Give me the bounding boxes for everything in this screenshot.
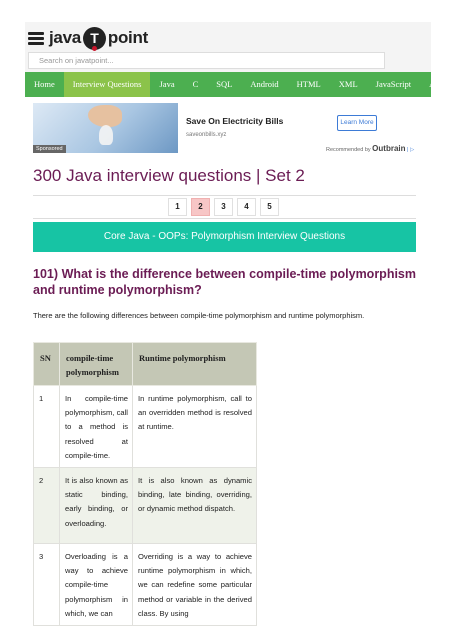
column-header-runtime: Runtime polymorphism xyxy=(133,343,257,386)
page-link-2[interactable]: 2 xyxy=(191,198,210,216)
table-cell-compile-time: In compile-time polymorphism, call to a method is resolved at compile-time. xyxy=(60,386,133,468)
page-title: 300 Java interview questions | Set 2 xyxy=(33,166,305,185)
table-cell-compile-time: Overloading is a way to achieve compile-time polymorphism in which, we can xyxy=(60,544,133,626)
learn-more-button[interactable]: Learn More xyxy=(337,115,377,131)
ad-domain: saveonbills.xyz xyxy=(186,132,227,138)
recommended-by[interactable] xyxy=(326,144,414,153)
table-row xyxy=(34,468,257,544)
nav-item-sql[interactable]: SQL xyxy=(216,79,233,89)
search-input[interactable]: Search on javatpoint... xyxy=(28,52,385,69)
logo-text-java: java xyxy=(49,28,81,47)
nav-item-c[interactable]: C xyxy=(192,79,199,89)
recommended-by-label: Recommended by xyxy=(326,147,371,153)
main-nav xyxy=(25,72,446,97)
ad-hand-shape xyxy=(88,105,122,127)
nav-item-android[interactable]: Android xyxy=(250,79,279,89)
table-row xyxy=(34,544,257,626)
intro-paragraph: There are the following differences between compile-time polymorphism and runtime polymorphism. xyxy=(33,311,365,320)
table-cell-sn: 2 xyxy=(34,468,60,544)
logo-t-icon: T xyxy=(83,27,106,50)
question-heading: 101) What is the difference between compile-time polymorphism and runtime polymorphism? xyxy=(33,267,416,297)
site-header xyxy=(25,22,431,72)
page-link-1[interactable]: 1 xyxy=(168,198,187,216)
column-header-compile-time: compile-time polymorphism xyxy=(60,343,133,386)
page-link-4[interactable]: 4 xyxy=(237,198,256,216)
page-link-3[interactable]: 3 xyxy=(214,198,233,216)
outbrain-logo: Outbrain xyxy=(372,144,406,153)
ad-bulb-shape xyxy=(99,125,113,145)
divider xyxy=(33,195,416,196)
sponsored-label: Sponsored xyxy=(33,145,66,153)
nav-item-home[interactable]: Home xyxy=(34,79,55,89)
table-cell-runtime: In runtime polymorphism, call to an overridden method is resolved at runtime. xyxy=(133,386,257,468)
divider xyxy=(33,218,416,219)
column-header-sn: SN xyxy=(34,343,60,386)
nav-item-javascript[interactable]: JavaScript xyxy=(375,79,412,89)
site-logo[interactable] xyxy=(49,24,148,52)
ad-title[interactable]: Save On Electricity Bills xyxy=(186,116,284,126)
nav-item-java[interactable]: Java xyxy=(159,79,175,89)
table-cell-runtime: Overriding is a way to achieve runtime polymorphism in which, we can redefine some particular method or variable in the derived class. By using xyxy=(133,544,257,626)
adchoices-icon: | ▷ xyxy=(407,147,415,153)
page-link-5[interactable]: 5 xyxy=(260,198,279,216)
comparison-table xyxy=(33,342,257,626)
table-row xyxy=(34,386,257,468)
table-cell-compile-time: It is also known as static binding, early binding, or overloading. xyxy=(60,468,133,544)
logo-text-point: point xyxy=(107,28,148,47)
table-cell-runtime: It is also known as dynamic binding, late binding, overriding, or dynamic method dispatch. xyxy=(133,468,257,544)
nav-item-html[interactable]: HTML xyxy=(296,79,321,89)
nav-item-xml[interactable]: XML xyxy=(338,79,358,89)
nav-item-ajax[interactable]: Ajax xyxy=(429,79,446,89)
sponsored-ad[interactable] xyxy=(33,103,425,153)
table-cell-sn: 3 xyxy=(34,544,60,626)
table-header-row xyxy=(34,343,257,386)
nav-item-interview-questions[interactable]: Interview Questions xyxy=(64,72,151,97)
section-banner: Core Java - OOPs: Polymorphism Interview Questions xyxy=(33,222,416,252)
hamburger-menu-icon[interactable] xyxy=(28,32,44,44)
ad-image[interactable] xyxy=(33,103,178,153)
table-cell-sn: 1 xyxy=(34,386,60,468)
pagination xyxy=(168,198,279,216)
